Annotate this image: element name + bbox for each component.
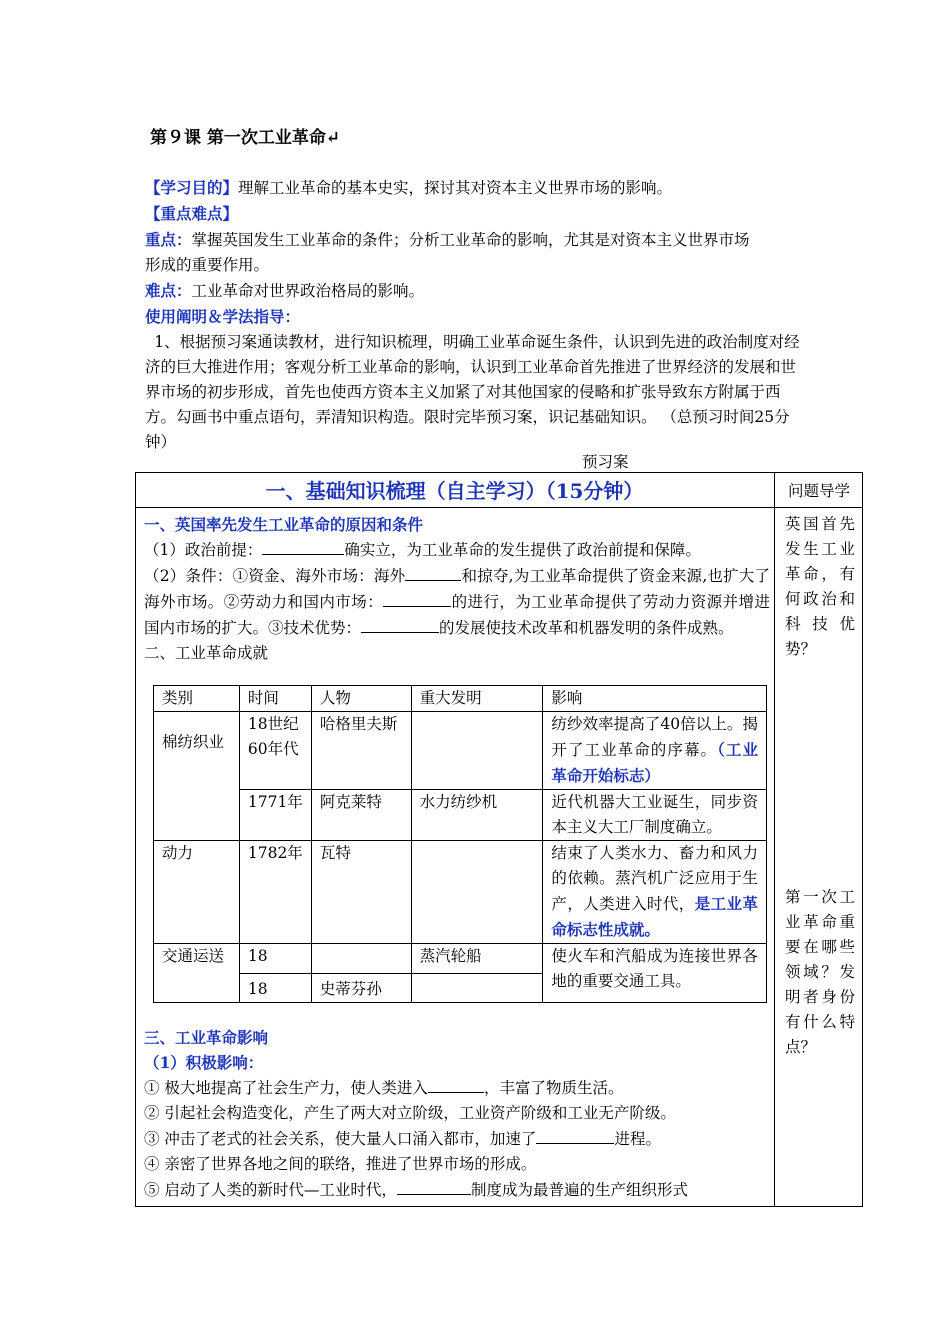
row2-person: 阿克莱特 bbox=[311, 790, 411, 841]
table-row bbox=[154, 712, 767, 790]
part1-line1-b: 确实立，为工业革命的发生提供了政治前提和保障。 bbox=[344, 541, 701, 559]
row3-time: 1782年 bbox=[239, 841, 311, 944]
row1-invention[interactable] bbox=[411, 712, 543, 790]
part3-heading: 三、工业革命影响 bbox=[144, 1028, 269, 1047]
row3-category: 动力 bbox=[154, 841, 240, 944]
row1-effect-bold: （工业革命开始标志） bbox=[551, 740, 758, 785]
lesson-title: 第９课 第一次工业革命↵ bbox=[150, 128, 341, 148]
key-point-text: 掌握英国发生工业革命的条件；分析工业革命的影响，尤其是对资本主义世界市场 bbox=[191, 231, 750, 249]
part1-line2-b: 和掠夺,为工业革命提供了资金来源,也扩大了海外市场。②劳动力和国内市场： bbox=[144, 567, 770, 611]
part1-line2-c: 的进行，为工业革命提供了劳动力资源并增进国内市场的扩大。③技术优势： bbox=[144, 593, 770, 637]
part2-heading: 二、工业革命成就 bbox=[144, 644, 269, 662]
row2-time: 1771年 bbox=[239, 790, 311, 841]
side-question-2: 第一次工业革命重要在哪些领域？发明者身份有什么特点？ bbox=[785, 888, 855, 1056]
row3-effect bbox=[543, 841, 767, 944]
header-person: 人物 bbox=[311, 686, 411, 712]
header-divider bbox=[135, 507, 863, 508]
row5-time: 18 bbox=[239, 974, 311, 1003]
category-cotton: 棉纺织业 bbox=[154, 712, 240, 841]
row5-invention[interactable] bbox=[411, 974, 543, 1003]
header-time: 时间 bbox=[239, 686, 311, 712]
blank-field[interactable] bbox=[262, 537, 344, 555]
row1-effect-text: 纺纱效率提高了40倍以上。揭开了工业革命的序幕。 bbox=[551, 715, 758, 759]
blank-field[interactable] bbox=[428, 1075, 484, 1093]
effect-5-a: ⑤ 启动了人类的新时代—工业时代， bbox=[144, 1181, 397, 1199]
row3-effect-text: 结束了人类水力、畜力和风力的依赖。蒸汽机广泛应用于生产，人类进入时代， bbox=[551, 844, 758, 913]
header-invention: 重大发明 bbox=[411, 686, 543, 712]
part3-block bbox=[144, 1025, 770, 1203]
preview-label: 预习案 bbox=[582, 453, 629, 471]
row4-invention: 蒸汽轮船 bbox=[411, 944, 543, 974]
part1-heading: 一、英国率先发生工业革命的原因和条件 bbox=[144, 515, 424, 534]
part1-line2-a: （2）条件：①资金、海外市场：海外 bbox=[144, 567, 406, 585]
part3-sub: （1）积极影响： bbox=[144, 1053, 264, 1072]
key-point-text-2: 形成的重要作用。 bbox=[145, 256, 270, 274]
guide-text: 1、根据预习案通读教材，进行知识梳理，明确工业革命诞生条件，认识到先进的政治制度对经济的巨大推进作用；客观分析工业革命的影响，认识到工业革命首先推进了世界经济的发展和世界市场的初步形成，首先也使西方资本主义加紧了对其他国家的侵略和扩张导致东方附属于西方。勾画书中重点语句，弄清知识构造。限时完毕预习案，识记基础知识。 （总预习时间25分钟） bbox=[145, 333, 800, 451]
effect-3-a: ③ 冲击了老式的社会关系，使大量人口涌入都市，加速了 bbox=[144, 1130, 537, 1148]
table-row bbox=[154, 944, 767, 974]
difficulty-label: 难点： bbox=[145, 281, 192, 300]
blank-field[interactable] bbox=[536, 1126, 614, 1144]
goal-label: 【学习目的】 bbox=[145, 178, 239, 197]
row4-person[interactable] bbox=[311, 944, 411, 974]
table-row bbox=[154, 841, 767, 944]
header-effect: 影响 bbox=[543, 686, 767, 712]
row4-time: 18 bbox=[239, 944, 311, 974]
blank-field[interactable] bbox=[397, 1177, 471, 1195]
blank-field[interactable] bbox=[361, 615, 439, 633]
achievements-table bbox=[153, 685, 767, 1003]
row1-time: 18世纪60年代 bbox=[239, 712, 311, 790]
row2-effect: 近代机器大工业诞生，同步资本主义大工厂制度确立。 bbox=[543, 790, 767, 841]
effect-2: ② 引起社会构造变化，产生了两大对立阶级，工业资产阶级和工业无产阶级。 bbox=[144, 1104, 676, 1122]
effect-1-a: ① 极大地提高了社会生产力，使人类进入 bbox=[144, 1079, 428, 1097]
effect-4: ④ 亲密了世界各地之间的联络，推进了世界市场的形成。 bbox=[144, 1155, 537, 1173]
header-category: 类别 bbox=[154, 686, 240, 712]
difficulty-text: 工业革命对世界政治格局的影响。 bbox=[191, 282, 425, 300]
effect-5-b: 制度成为最普遍的生产组织形式 bbox=[470, 1181, 688, 1199]
row4-effect: 使火车和汽船成为连接世界各地的重要交通工具。 bbox=[543, 944, 767, 1003]
effect-1-b: ，丰富了物质生活。 bbox=[483, 1079, 624, 1097]
guide-label: 使用阐明＆学法指导： bbox=[145, 307, 301, 326]
row3-invention[interactable] bbox=[411, 841, 543, 944]
key-label: 【重点难点】 bbox=[145, 204, 239, 223]
blank-field[interactable] bbox=[405, 563, 461, 581]
part1-block bbox=[144, 512, 770, 666]
row1-effect bbox=[543, 712, 767, 790]
row5-person: 史蒂芬孙 bbox=[311, 974, 411, 1003]
effect-3-b: 进程。 bbox=[614, 1130, 661, 1148]
blank-field[interactable] bbox=[383, 589, 451, 607]
row3-person: 瓦特 bbox=[311, 841, 411, 944]
intro-section bbox=[145, 175, 810, 455]
goal-text: 理解工业革命的基本史实，探讨其对资本主义世界市场的影响。 bbox=[238, 179, 673, 197]
column-divider bbox=[774, 472, 775, 1207]
side-title: 问题导学 bbox=[787, 481, 850, 500]
section-title: 一、基础知识梳理（自主学习）（15分钟） bbox=[265, 479, 644, 503]
part1-line1-a: （1）政治前提： bbox=[144, 541, 263, 559]
table-header-row bbox=[154, 686, 767, 712]
row3-effect-bold: 是工业革命标志性成就。 bbox=[551, 894, 758, 939]
table-row bbox=[154, 790, 767, 841]
part1-line2-d: 的发展使技术改革和机器发明的条件成熟。 bbox=[439, 619, 734, 637]
side-question-1: 英国首先发生工业革命，有何政治和科技优势？ bbox=[785, 515, 855, 658]
key-point-label: 重点： bbox=[145, 230, 192, 249]
row1-person: 哈格里夫斯 bbox=[311, 712, 411, 790]
row2-invention: 水力纺纱机 bbox=[411, 790, 543, 841]
row4-category: 交通运送 bbox=[154, 944, 240, 1003]
